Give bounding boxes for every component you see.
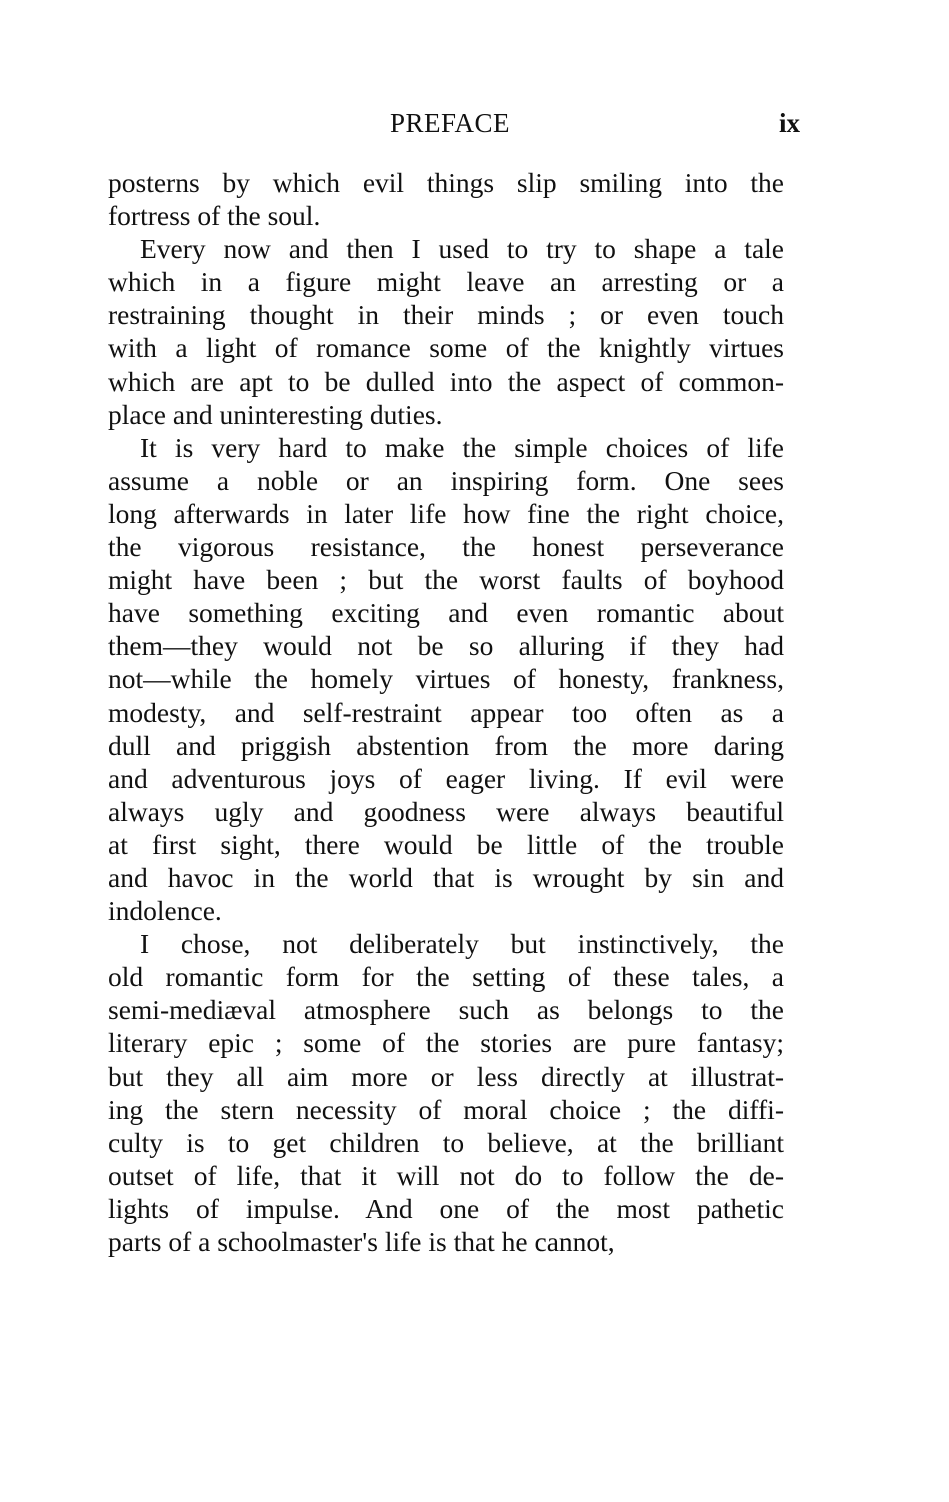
text-line: old romantic form for the setting of these tales, a [108,961,784,993]
paragraph [108,431,784,927]
text-line: not—while the homely virtues of honesty, frankness, [108,663,784,695]
paragraph [108,927,784,1258]
text-line: long afterwards in later life how fine the right choice, [108,497,784,529]
text-line: I chose, not deliberately but instinctively, the [140,928,784,960]
text-line: the vigorous resistance, the honest perseverance [108,531,784,563]
text-line: place and uninteresting duties. [108,398,443,430]
body-text [108,166,784,1258]
text-line: have something exciting and even romantic about [108,597,784,629]
text-line: might have been ; but the worst faults of boyhood [108,564,784,596]
text-line: assume a noble or an inspiring form. One sees [108,464,784,496]
text-line: posterns by which evil things slip smiling into the [108,167,784,198]
text-line: and havoc in the world that is wrought by sin and [108,861,784,893]
text-line: lights of impulse. And one of the most pathetic [108,1192,784,1224]
text-line: semi-mediæval atmosphere such as belongs to the [108,994,784,1026]
text-line: modesty, and self-restraint appear too often as a [108,696,784,728]
text-line: Every now and then I used to try to shape a tale [140,233,784,265]
running-head [108,108,800,144]
paragraph [108,166,784,232]
text-line: fortress of the soul. [108,200,321,232]
text-line: literary epic ; some of the stories are pure fantasy; [108,1027,784,1059]
running-title: PREFACE [389,108,511,138]
page-number: ix [778,108,800,138]
text-line: always ugly and goodness were always beautiful [108,795,784,827]
text-line: them—they would not be so alluring if they had [108,630,784,662]
text-line: which are apt to be dulled into the aspect of common- [108,365,784,397]
text-line: outset of life, that it will not do to follow the de- [108,1159,784,1191]
text-line: It is very hard to make the simple choices of life [140,431,784,463]
text-line: culty is to get children to believe, at the brilliant [108,1126,784,1158]
text-line: ing the stern necessity of moral choice ; the diffi- [108,1093,784,1125]
text-line: restraining thought in their minds ; or even touch [108,299,784,331]
text-line: parts of a schoolmaster's life is that he cannot, [108,1226,615,1257]
text-line: but they all aim more or less directly at illustrat- [108,1060,784,1092]
text-line: dull and priggish abstention from the more daring [108,729,784,761]
text-line: at first sight, there would be little of the trouble [108,828,784,860]
text-line: with a light of romance some of the knightly virtues [108,332,784,364]
text-line: and adventurous joys of eager living. If evil were [108,762,784,794]
text-line: indolence. [108,895,222,927]
text-line: which in a figure might leave an arresting or a [108,266,784,298]
paragraph [108,232,784,431]
